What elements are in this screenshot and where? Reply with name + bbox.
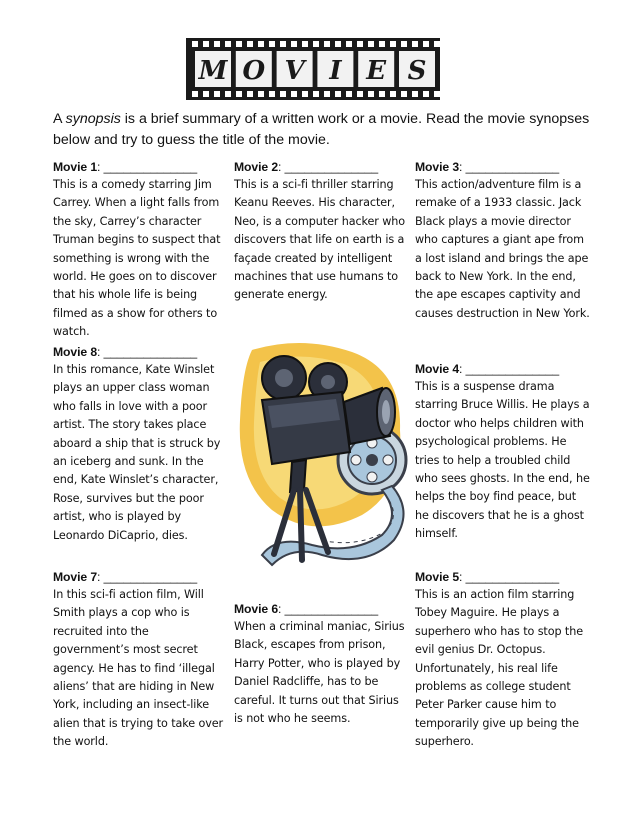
film-sprocket-hole [225, 41, 231, 47]
film-sprocket-hole [324, 41, 330, 47]
film-sprocket-hole [225, 91, 231, 97]
film-sprocket-hole [313, 41, 319, 47]
film-sprocket-hole [269, 91, 275, 97]
film-sprocket-hole [214, 91, 220, 97]
movie-3-answer-blank[interactable]: : ______________ [459, 160, 560, 174]
film-sprocket-hole [357, 41, 363, 47]
movies-title-filmstrip [186, 38, 440, 100]
film-sprocket-hole [291, 91, 297, 97]
synopsis-term: synopsis [65, 111, 121, 127]
intro-paragraph: A synopsis is a brief summary of a written work or a movie. Read the movie synopses below and try to guess the title of the movie. [53, 111, 590, 148]
film-sprocket-hole [346, 91, 352, 97]
movie-5-synopsis: This is an action film starring Tobey Maguire. He plays a superhero who has to stop the evil genius Dr. Octopus. Unfortunately, his real life problems as college student Peter Parker cause him to temporarily give up being the superhero. [415, 588, 583, 749]
movie-2-block [234, 158, 406, 305]
movie-2-answer-blank[interactable]: : ______________ [278, 160, 379, 174]
movie-5-label: Movie 5 [415, 570, 460, 584]
film-sprocket-hole [390, 41, 396, 47]
movie-4-block [415, 360, 591, 544]
movie-7-block [53, 568, 225, 752]
movie-7-synopsis: In this sci-fi action film, Will Smith plays a cop who is recruited into the government’s most secret agency. He has to find ‘illegal aliens’ that are hiding in New York, including an insect-like alien that is trying to take over the world. [53, 588, 224, 749]
movie-4-answer-blank[interactable]: : ______________ [459, 362, 560, 376]
film-sprocket-hole [346, 41, 352, 47]
film-sprocket-hole [269, 41, 275, 47]
film-sprocket-hole [302, 41, 308, 47]
title-letter: M [198, 56, 228, 86]
film-sprocket-hole [203, 41, 209, 47]
movie-4-synopsis: This is a suspense drama starring Bruce Willis. He plays a doctor who helps children with psychological problems. He tries to help a troubled child who sees ghosts. In the end, he helps the boy find peace, but he discovers that he is a ghost himself. [415, 380, 590, 541]
film-sprocket-hole [423, 91, 429, 97]
film-sprocket-hole [434, 91, 440, 97]
movie-7-answer-blank[interactable]: : ______________ [97, 570, 198, 584]
film-sprocket-hole [280, 41, 286, 47]
movie-5-answer-blank[interactable]: : ______________ [459, 570, 560, 584]
movie-5-block [415, 568, 591, 752]
film-sprocket-hole [258, 91, 264, 97]
movie-2-label: Movie 2 [234, 160, 279, 174]
film-sprocket-hole [401, 41, 407, 47]
movie-8-synopsis: In this romance, Kate Winslet plays an upper class woman who falls in love with a poor artist. The story takes place aboard a ship that is struck by an iceberg and sunk. In the end, Kate Winslet’s character, Rose, survives but the poor artist, who is played by Leonardo DiCaprio, dies. [53, 363, 221, 542]
film-sprocket-hole [423, 41, 429, 47]
movie-1-answer-blank[interactable]: : ______________ [97, 160, 198, 174]
film-sprocket-hole [214, 41, 220, 47]
film-sprocket-hole [412, 41, 418, 47]
title-letter: E [366, 56, 387, 86]
film-sprocket-hole [357, 91, 363, 97]
film-sprocket-hole [247, 91, 253, 97]
movie-1-label: Movie 1 [53, 160, 98, 174]
movie-3-synopsis: This action/adventure film is a remake of a 1933 classic. Jack Black plays a movie director who captures a giant ape from a lost island and brings the ape back to New York. In the end, the ape escapes captivity and causes destruction in New York. [415, 178, 590, 320]
title-letter: I [329, 56, 342, 86]
movie-6-synopsis: When a criminal maniac, Sirius Black, escapes from prison, Harry Potter, who is played by Daniel Radcliffe, has to be careful. It turns out that Sirius is not who he seems. [234, 620, 405, 726]
film-sprocket-hole [236, 91, 242, 97]
movie-8-block [53, 343, 225, 545]
film-sprocket-hole [203, 91, 209, 97]
movie-camera-icon [232, 340, 410, 570]
movie-3-label: Movie 3 [415, 160, 460, 174]
film-sprocket-hole [236, 41, 242, 47]
film-sprocket-hole [401, 91, 407, 97]
movie-1-synopsis: This is a comedy starring Jim Carrey. When a light falls from the sky, Carrey’s character Truman begins to suspect that something is wrong with the world. He goes on to discover that his whole life is being filmed as a show for others to watch. [53, 178, 221, 339]
film-sprocket-hole [258, 41, 264, 47]
film-sprocket-hole [247, 41, 253, 47]
film-sprocket-hole [368, 91, 374, 97]
film-sprocket-hole [434, 41, 440, 47]
film-sprocket-hole [390, 91, 396, 97]
movie-6-answer-blank[interactable]: : ______________ [278, 602, 379, 616]
film-sprocket-hole [379, 41, 385, 47]
film-sprocket-hole [368, 41, 374, 47]
film-sprocket-hole [313, 91, 319, 97]
film-sprocket-hole [335, 41, 341, 47]
film-sprocket-hole [192, 41, 198, 47]
movie-2-synopsis: This is a sci-fi thriller starring Keanu Reeves. His character, Neo, is a computer hacker who discovers that life on earth is a façade created by intelligent machines that use humans to generate energy. [234, 178, 406, 302]
movie-3-block [415, 158, 591, 323]
movie-4-label: Movie 4 [415, 362, 460, 376]
film-sprocket-hole [280, 91, 286, 97]
film-sprocket-hole [412, 91, 418, 97]
film-sprocket-hole [302, 91, 308, 97]
title-letter: O [242, 56, 266, 86]
movie-1-block [53, 158, 225, 342]
movie-6-block [234, 600, 406, 728]
movie-7-label: Movie 7 [53, 570, 98, 584]
film-sprocket-hole [291, 41, 297, 47]
movie-8-label: Movie 8 [53, 345, 98, 359]
movie-8-answer-blank[interactable]: : ______________ [97, 345, 198, 359]
title-letter: S [407, 56, 427, 86]
movie-6-label: Movie 6 [234, 602, 279, 616]
title-letter: V [284, 56, 305, 86]
film-sprocket-hole [379, 91, 385, 97]
film-sprocket-hole [324, 91, 330, 97]
film-sprocket-hole [335, 91, 341, 97]
film-sprocket-hole [192, 91, 198, 97]
